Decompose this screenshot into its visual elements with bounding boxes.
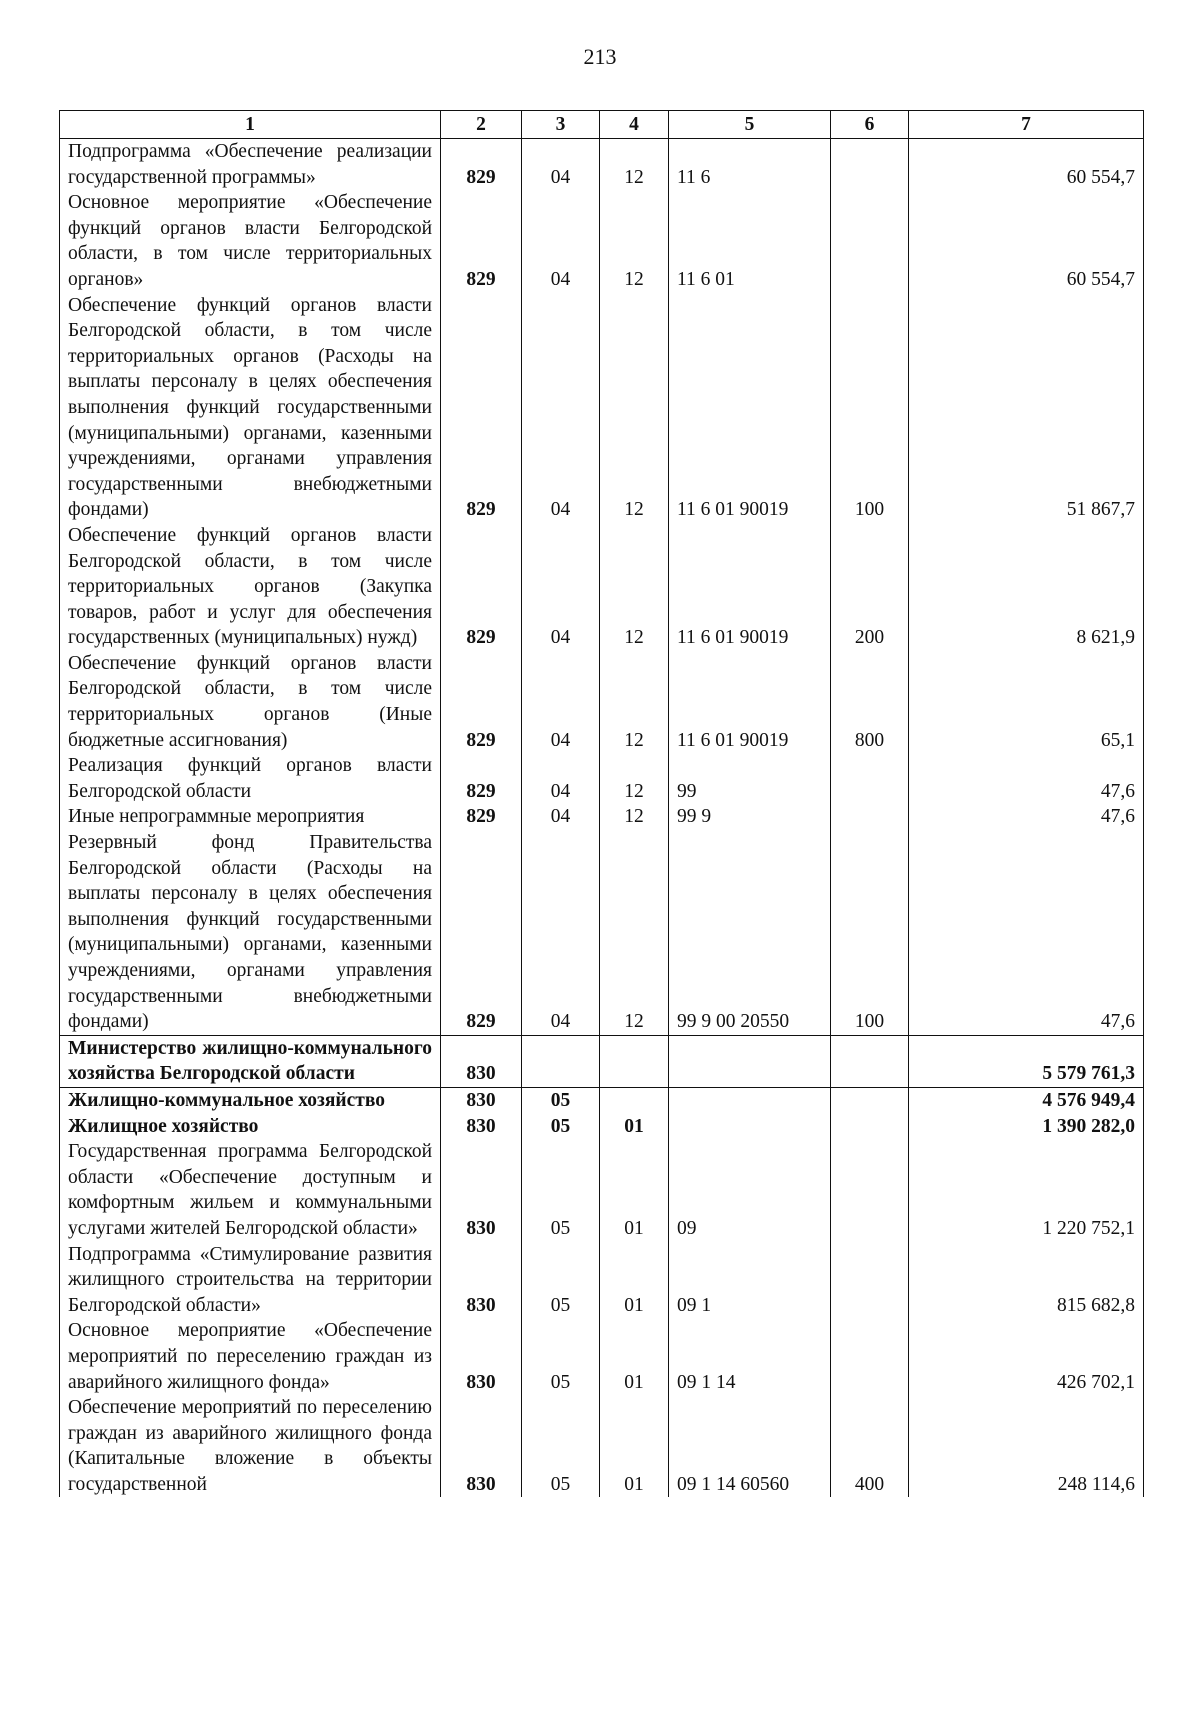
row-name: Подпрограмма «Стимулирование развития жилищного строительства на территории Белгородской области» bbox=[60, 1242, 441, 1319]
row-pr: 01 bbox=[600, 1242, 669, 1319]
row-pr bbox=[600, 1087, 669, 1113]
table-row bbox=[60, 830, 1144, 1035]
row-grbs: 829 bbox=[441, 651, 522, 753]
row-name: Министерство жилищно-коммунального хозяйства Белгородской области bbox=[60, 1035, 441, 1087]
row-grbs: 830 bbox=[441, 1318, 522, 1395]
row-sum: 1 220 752,1 bbox=[909, 1139, 1144, 1241]
table-row bbox=[60, 804, 1144, 830]
row-grbs: 830 bbox=[441, 1395, 522, 1497]
row-vr: 200 bbox=[831, 523, 909, 651]
row-vr bbox=[831, 1242, 909, 1319]
row-sum: 47,6 bbox=[909, 804, 1144, 830]
row-csr: 09 1 14 bbox=[669, 1318, 831, 1395]
row-name: Жилищное хозяйство bbox=[60, 1114, 441, 1140]
row-pr: 12 bbox=[600, 804, 669, 830]
row-rz bbox=[522, 1035, 600, 1087]
row-csr: 99 bbox=[669, 753, 831, 804]
row-rz: 05 bbox=[522, 1395, 600, 1497]
row-vr: 800 bbox=[831, 651, 909, 753]
row-vr bbox=[831, 1035, 909, 1087]
row-sum: 426 702,1 bbox=[909, 1318, 1144, 1395]
table-row bbox=[60, 293, 1144, 523]
table-header-row bbox=[60, 111, 1144, 139]
column-header: 4 bbox=[600, 111, 669, 139]
row-csr: 99 9 bbox=[669, 804, 831, 830]
row-pr: 12 bbox=[600, 293, 669, 523]
row-vr bbox=[831, 1139, 909, 1241]
row-name: Основное мероприятие «Обеспечение функций органов власти Белгородской области, в том числе территориальных органов» bbox=[60, 190, 441, 292]
row-pr: 01 bbox=[600, 1395, 669, 1497]
row-sum: 4 576 949,4 bbox=[909, 1087, 1144, 1113]
row-csr bbox=[669, 1114, 831, 1140]
table-row bbox=[60, 523, 1144, 651]
row-vr: 100 bbox=[831, 830, 909, 1035]
row-grbs: 830 bbox=[441, 1139, 522, 1241]
row-vr bbox=[831, 190, 909, 292]
row-grbs: 830 bbox=[441, 1242, 522, 1319]
table-row bbox=[60, 1087, 1144, 1113]
row-grbs: 829 bbox=[441, 753, 522, 804]
row-name: Обеспечение функций органов власти Белгородской области, в том числе территориальных органов (Иные бюджетные ассигнования) bbox=[60, 651, 441, 753]
row-rz: 05 bbox=[522, 1087, 600, 1113]
row-rz: 04 bbox=[522, 139, 600, 191]
row-sum: 65,1 bbox=[909, 651, 1144, 753]
row-rz: 04 bbox=[522, 523, 600, 651]
row-rz: 04 bbox=[522, 190, 600, 292]
row-csr: 09 1 14 60560 bbox=[669, 1395, 831, 1497]
row-vr bbox=[831, 1114, 909, 1140]
row-pr bbox=[600, 1035, 669, 1087]
row-rz: 05 bbox=[522, 1139, 600, 1241]
table-row bbox=[60, 651, 1144, 753]
row-csr: 09 1 bbox=[669, 1242, 831, 1319]
row-sum: 248 114,6 bbox=[909, 1395, 1144, 1497]
row-sum: 47,6 bbox=[909, 830, 1144, 1035]
row-sum: 60 554,7 bbox=[909, 190, 1144, 292]
row-grbs: 829 bbox=[441, 293, 522, 523]
row-sum: 8 621,9 bbox=[909, 523, 1144, 651]
table-row bbox=[60, 753, 1144, 804]
row-csr: 11 6 01 90019 bbox=[669, 651, 831, 753]
row-name: Государственная программа Белгородской области «Обеспечение доступным и комфортным жильем и коммунальными услугами жителей Белгородской области» bbox=[60, 1139, 441, 1241]
row-sum: 47,6 bbox=[909, 753, 1144, 804]
row-csr bbox=[669, 1087, 831, 1113]
table-row bbox=[60, 190, 1144, 292]
column-header: 2 bbox=[441, 111, 522, 139]
row-pr: 12 bbox=[600, 753, 669, 804]
row-rz: 04 bbox=[522, 651, 600, 753]
row-pr: 12 bbox=[600, 651, 669, 753]
page-number: 213 bbox=[583, 44, 617, 69]
row-name: Иные непрограммные мероприятия bbox=[60, 804, 441, 830]
row-vr bbox=[831, 753, 909, 804]
row-pr: 12 bbox=[600, 830, 669, 1035]
row-name: Обеспечение функций органов власти Белгородской области, в том числе территориальных органов (Расходы на выплаты персоналу в целях обеспечения выполнения функций государственными (муниципальными) органами, казенными учреждениями, органами управления государственными внебюджетными фондами) bbox=[60, 293, 441, 523]
budget-table bbox=[59, 110, 1144, 1497]
row-name: Обеспечение функций органов власти Белгородской области, в том числе территориальных органов (Закупка товаров, работ и услуг для обеспечения государственных (муниципальных) нужд) bbox=[60, 523, 441, 651]
row-grbs: 829 bbox=[441, 804, 522, 830]
row-grbs: 830 bbox=[441, 1087, 522, 1113]
row-pr: 12 bbox=[600, 523, 669, 651]
row-pr: 01 bbox=[600, 1318, 669, 1395]
row-name: Обеспечение мероприятий по переселению граждан из аварийного жилищного фонда (Капитальные вложение в объекты государственной bbox=[60, 1395, 441, 1497]
row-vr bbox=[831, 804, 909, 830]
row-sum: 51 867,7 bbox=[909, 293, 1144, 523]
row-csr: 11 6 bbox=[669, 139, 831, 191]
row-grbs: 829 bbox=[441, 830, 522, 1035]
row-csr bbox=[669, 1035, 831, 1087]
row-pr: 01 bbox=[600, 1139, 669, 1241]
row-csr: 11 6 01 bbox=[669, 190, 831, 292]
row-sum: 5 579 761,3 bbox=[909, 1035, 1144, 1087]
column-header: 3 bbox=[522, 111, 600, 139]
row-grbs: 830 bbox=[441, 1114, 522, 1140]
table-row bbox=[60, 1242, 1144, 1319]
row-vr bbox=[831, 1087, 909, 1113]
row-vr: 400 bbox=[831, 1395, 909, 1497]
row-name: Жилищно-коммунальное хозяйство bbox=[60, 1087, 441, 1113]
row-pr: 12 bbox=[600, 190, 669, 292]
row-sum: 1 390 282,0 bbox=[909, 1114, 1144, 1140]
row-rz: 05 bbox=[522, 1114, 600, 1140]
row-grbs: 829 bbox=[441, 523, 522, 651]
row-rz: 05 bbox=[522, 1318, 600, 1395]
row-sum: 815 682,8 bbox=[909, 1242, 1144, 1319]
column-header: 1 bbox=[60, 111, 441, 139]
row-csr: 09 bbox=[669, 1139, 831, 1241]
table-row bbox=[60, 1114, 1144, 1140]
row-name: Реализация функций органов власти Белгородской области bbox=[60, 753, 441, 804]
row-pr: 01 bbox=[600, 1114, 669, 1140]
column-header: 7 bbox=[909, 111, 1144, 139]
row-name: Основное мероприятие «Обеспечение мероприятий по переселению граждан из аварийного жилищного фонда» bbox=[60, 1318, 441, 1395]
row-vr: 100 bbox=[831, 293, 909, 523]
row-rz: 04 bbox=[522, 293, 600, 523]
table-row bbox=[60, 1139, 1144, 1241]
row-pr: 12 bbox=[600, 139, 669, 191]
row-csr: 99 9 00 20550 bbox=[669, 830, 831, 1035]
table-row bbox=[60, 1035, 1144, 1087]
row-csr: 11 6 01 90019 bbox=[669, 293, 831, 523]
row-rz: 04 bbox=[522, 804, 600, 830]
table-row bbox=[60, 139, 1144, 191]
row-sum: 60 554,7 bbox=[909, 139, 1144, 191]
table-row bbox=[60, 1318, 1144, 1395]
row-name: Подпрограмма «Обеспечение реализации государственной программы» bbox=[60, 139, 441, 191]
row-rz: 04 bbox=[522, 830, 600, 1035]
row-name: Резервный фонд Правительства Белгородской области (Расходы на выплаты персоналу в целях обеспечения выполнения функций государственными (муниципальными) органами, казенными учреждениями, органами управления государственными внебюджетными фондами) bbox=[60, 830, 441, 1035]
table-row bbox=[60, 1395, 1144, 1497]
row-grbs: 829 bbox=[441, 190, 522, 292]
row-grbs: 830 bbox=[441, 1035, 522, 1087]
row-grbs: 829 bbox=[441, 139, 522, 191]
column-header: 6 bbox=[831, 111, 909, 139]
column-header: 5 bbox=[669, 111, 831, 139]
row-rz: 04 bbox=[522, 753, 600, 804]
row-rz: 05 bbox=[522, 1242, 600, 1319]
row-vr bbox=[831, 139, 909, 191]
row-vr bbox=[831, 1318, 909, 1395]
row-csr: 11 6 01 90019 bbox=[669, 523, 831, 651]
